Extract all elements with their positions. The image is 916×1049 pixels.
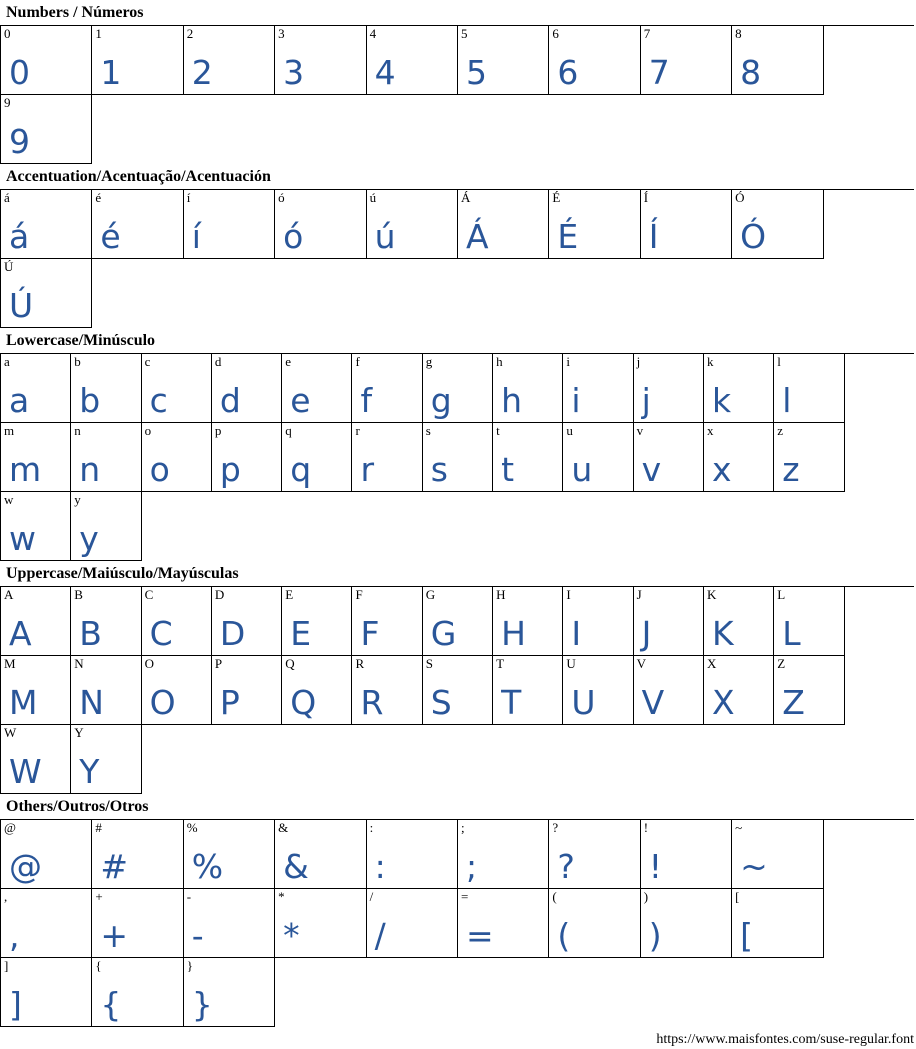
glyph-cell-label: [ [735,889,740,904]
glyph-cell-sample: / [374,916,386,955]
glyph-cell-label: á [4,190,10,205]
glyph-cell-sample: - [191,916,204,955]
glyph-cell-sample: 0 [9,53,30,92]
glyph-cell [92,26,183,95]
glyph-cell-sample: h [501,381,522,420]
glyph-cell [732,889,823,958]
glyph-cell [423,587,493,656]
glyph-cell-label: ; [460,820,465,835]
glyph-cell [1,259,92,328]
glyph-cell-sample: u [571,450,593,489]
glyph-cell-label: % [186,820,198,835]
glyph-cell-sample: z [782,450,800,489]
glyph-cell-label: ( [552,889,557,904]
glyph-cell [641,190,732,259]
glyph-cell [732,190,823,259]
glyph-cell-sample: é [100,217,121,256]
glyph-cell-label: x [706,423,714,438]
glyph-cell-sample: Y [79,752,100,791]
glyph-cell-label: # [95,820,102,835]
glyph-cell-label: 6 [552,26,559,41]
section-title-lower: Lowercase/Minúsculo [6,332,156,349]
glyph-cell-label: i [566,354,570,369]
glyph-cell [352,423,422,492]
glyph-cell-label: 3 [278,26,285,41]
glyph-cell-sample: + [100,916,129,955]
glyph-cell [71,587,141,656]
glyph-cell-label: s [425,423,431,438]
glyph-cell-sample: M [9,683,38,722]
glyph-cell-sample: r [360,450,375,489]
glyph-grid-numbers [0,25,914,164]
glyph-cell-label: c [144,354,151,369]
glyph-cell [1,95,92,164]
glyph-cell-sample: ú [374,217,396,256]
glyph-cell-label: Ó [735,190,745,205]
glyph-cell-label: / [369,889,374,904]
glyph-cell-label: U [566,656,576,671]
glyph-cell-label: Q [285,656,295,671]
glyph-cell-label: q [285,423,292,438]
glyph-cell [142,354,212,423]
glyph-cell [352,587,422,656]
glyph-cell [275,889,366,958]
glyph-cell-sample: { [100,985,122,1024]
glyph-cell-sample: 9 [9,122,30,161]
glyph-cell-sample: Z [782,683,805,722]
glyph-cell-label: p [214,423,222,438]
glyph-cell-sample: F [360,614,380,653]
glyph-cell-sample: m [9,450,42,489]
glyph-cell-label: 8 [735,26,742,41]
glyph-cell-label: J [636,587,642,602]
glyph-cell-sample: ~ [740,847,768,886]
glyph-cell-sample: g [430,381,452,420]
glyph-cell [1,26,92,95]
glyph-cell [71,423,141,492]
glyph-cell-sample: : [374,847,386,886]
glyph-cell [704,587,774,656]
glyph-cell [774,587,844,656]
glyph-cell-sample: A [9,614,32,653]
glyph-cell-label: W [4,725,17,740]
glyph-cell [212,656,282,725]
glyph-cell [184,190,275,259]
glyph-cell-sample: 4 [374,53,396,92]
glyph-cell-sample: R [360,683,384,722]
glyph-cell [282,354,352,423]
glyph-cell-sample: ) [648,916,662,955]
glyph-grid-others [0,819,914,1027]
glyph-cell [71,725,141,794]
glyph-cell-sample: i [571,381,581,420]
glyph-cell [92,190,183,259]
glyph-cell-label: f [355,354,360,369]
glyph-cell [563,656,633,725]
glyph-cell [641,889,732,958]
glyph-cell-sample: P [219,683,240,722]
glyph-cell [367,26,458,95]
glyph-cell-label: Í [643,190,649,205]
glyph-cell-sample: f [360,381,373,420]
glyph-cell-sample: í [191,217,201,256]
glyph-cell-label: ! [643,820,649,835]
glyph-cell-sample: É [557,217,579,256]
glyph-cell-sample: 2 [191,53,213,92]
glyph-cell [563,587,633,656]
glyph-cell-sample: G [430,614,457,653]
glyph-cell [1,354,71,423]
glyph-cell-label: S [425,656,434,671]
glyph-cell [275,820,366,889]
glyph-cell [282,587,352,656]
glyph-cell [367,889,458,958]
glyph-cell-sample: d [219,381,241,420]
glyph-cell-label: , [4,889,8,904]
glyph-cell [458,889,549,958]
glyph-cell [184,889,275,958]
glyph-cell-sample: E [290,614,312,653]
glyph-cell [634,587,704,656]
glyph-cell-label: K [706,587,717,602]
glyph-cell [71,492,141,561]
glyph-cell-label: N [74,656,84,671]
glyph-grid-lower [0,353,914,561]
glyph-cell [184,958,275,1027]
glyph-cell [634,354,704,423]
glyph-cell-label: E [285,587,294,602]
glyph-cell [142,587,212,656]
glyph-cell [184,26,275,95]
glyph-cell [1,820,92,889]
glyph-cell-label: y [74,492,81,507]
glyph-cell [142,656,212,725]
glyph-cell [423,423,493,492]
glyph-cell [1,889,92,958]
glyph-cell [641,820,732,889]
glyph-cell [282,656,352,725]
glyph-cell [352,354,422,423]
section-title-numbers: Numbers / Números [6,4,144,21]
glyph-cell-label: O [144,656,154,671]
glyph-cell-sample: 6 [557,53,579,92]
glyph-cell-label: B [74,587,83,602]
glyph-cell-label: A [4,587,14,602]
glyph-cell [275,26,366,95]
glyph-cell-sample: O [149,683,176,722]
glyph-cell [212,587,282,656]
glyph-cell-label: P [214,656,223,671]
glyph-cell-sample: x [711,450,732,489]
glyph-cell [282,423,352,492]
glyph-cell [774,354,844,423]
glyph-cell [352,656,422,725]
glyph-cell [1,656,71,725]
glyph-cell [92,958,183,1027]
glyph-cell [458,26,549,95]
section-title-upper: Uppercase/Maiúsculo/Mayúsculas [6,565,239,582]
glyph-cell [774,423,844,492]
glyph-cell-sample: ? [557,847,575,886]
glyph-cell [1,492,71,561]
glyph-cell-sample: * [283,916,300,955]
glyph-cell-sample: q [290,450,312,489]
glyph-cell-sample: 8 [740,53,762,92]
glyph-cell [549,26,640,95]
glyph-cell-sample: T [501,683,522,722]
glyph-cell-sample: a [9,381,30,420]
glyph-cell-label: L [777,587,786,602]
glyph-cell-label: } [186,958,194,973]
glyph-cell-sample: = [465,916,494,955]
glyph-cell-label: h [496,354,503,369]
glyph-cell-sample: p [219,450,241,489]
glyph-cell [423,656,493,725]
glyph-cell-sample: w [9,519,36,558]
glyph-cell [549,190,640,259]
glyph-cell [92,889,183,958]
glyph-cell-sample: C [149,614,173,653]
glyph-cell-label: g [425,354,433,369]
glyph-cell [493,656,563,725]
glyph-cell [1,725,71,794]
glyph-cell-sample: L [782,614,801,653]
glyph-cell [634,423,704,492]
glyph-cell-label: Ú [4,259,14,274]
glyph-cell-label: 7 [643,26,651,41]
glyph-cell-sample: U [571,683,596,722]
glyph-cell-label: * [278,889,285,904]
glyph-cell-sample: s [430,450,448,489]
glyph-cell [71,354,141,423]
glyph-cell [212,423,282,492]
glyph-cell-sample: n [79,450,101,489]
glyph-cell-label: Y [74,725,84,740]
glyph-cell-sample: D [219,614,246,653]
glyph-cell-sample: V [641,683,665,722]
glyph-cell-sample: o [149,450,170,489]
glyph-cell-label: : [369,820,374,835]
glyph-cell-sample: b [79,381,101,420]
glyph-cell-label: 2 [186,26,194,41]
glyph-cell [458,820,549,889]
glyph-cell-label: m [4,423,15,438]
glyph-cell-sample: [ [740,916,753,955]
glyph-cell-label: e [285,354,291,369]
glyph-cell-label: ú [369,190,377,205]
glyph-cell-sample: 5 [465,53,487,92]
glyph-cell-sample: ] [9,985,22,1024]
glyph-cell [212,354,282,423]
glyph-cell [367,190,458,259]
glyph-cell-label: É [552,190,561,205]
glyph-cell [774,656,844,725]
section-title-others: Others/Outros/Otros [6,798,149,815]
glyph-cell-label: d [214,354,222,369]
glyph-cell-label: D [214,587,225,602]
section-title-accent: Accentuation/Acentuação/Acentuación [6,168,271,185]
glyph-cell-label: í [186,190,191,205]
glyph-cell-label: ) [643,889,649,904]
glyph-cell [493,423,563,492]
glyph-cell-sample: ó [283,217,304,256]
glyph-cell-label: G [425,587,436,602]
glyph-cell-sample: % [191,847,224,886]
glyph-cell [704,656,774,725]
glyph-cell [732,820,823,889]
glyph-cell-sample: y [79,519,99,558]
glyph-cell-label: é [95,190,102,205]
glyph-cell-label: I [566,587,571,602]
glyph-cell-sample: k [711,381,732,420]
glyph-grid-upper [0,586,914,794]
glyph-cell-label: n [74,423,81,438]
glyph-cell-sample: # [100,847,129,886]
glyph-cell-sample: N [79,683,104,722]
glyph-cell-sample: á [9,217,30,256]
glyph-cell-label: M [4,656,16,671]
glyph-cell [732,26,823,95]
glyph-cell-label: k [706,354,714,369]
glyph-cell-label: j [636,354,641,369]
glyph-cell-label: V [636,656,647,671]
glyph-cell-sample: t [501,450,515,489]
glyph-cell [1,958,92,1027]
glyph-cell-label: l [777,354,781,369]
glyph-cell-sample: , [9,916,20,955]
glyph-cell-sample: Ú [9,286,34,325]
glyph-cell-sample: ; [465,847,478,886]
glyph-cell-label: v [636,423,644,438]
glyph-cell-sample: W [9,752,42,791]
glyph-cell [641,26,732,95]
glyph-cell-label: Á [460,190,471,205]
glyph-cell-sample: @ [9,847,42,886]
glyph-cell-label: F [355,587,363,602]
glyph-cell-label: o [144,423,152,438]
glyph-cell-sample: 7 [648,53,670,92]
glyph-cell-sample: K [711,614,734,653]
glyph-cell-label: T [496,656,505,671]
glyph-cell-label: 5 [460,26,468,41]
glyph-cell [634,656,704,725]
glyph-cell-label: r [355,423,360,438]
glyph-cell [423,354,493,423]
glyph-cell [1,423,71,492]
glyph-cell-label: t [496,423,500,438]
glyph-cell-label: H [496,587,506,602]
glyph-cell-label: 1 [95,26,102,41]
glyph-cell-sample: 1 [100,53,122,92]
glyph-cell [184,820,275,889]
glyph-cell-sample: ! [648,847,662,886]
glyph-cell-sample: l [782,381,792,420]
glyph-cell-sample: Q [290,683,317,722]
glyph-cell [704,423,774,492]
glyph-cell-label: w [4,492,14,507]
glyph-cell [563,354,633,423]
glyph-cell-label: ó [278,190,285,205]
glyph-cell-label: @ [4,820,16,835]
glyph-cell [458,190,549,259]
source-url: https://www.maisfontes.com/suse-regular.font [656,1032,914,1047]
glyph-cell-label: ] [4,958,9,973]
glyph-cell [367,820,458,889]
glyph-cell-label: 9 [4,95,11,110]
glyph-cell-sample: S [430,683,452,722]
glyph-cell [71,656,141,725]
glyph-cell-sample: } [191,985,213,1024]
glyph-cell-sample: X [711,683,735,722]
glyph-cell-label: - [186,889,192,904]
glyph-cell-label: z [777,423,784,438]
glyph-cell-label: = [460,889,469,904]
glyph-grid-accent [0,189,914,328]
glyph-cell [1,190,92,259]
glyph-cell-label: ? [552,820,559,835]
glyph-cell-label: + [95,889,103,904]
glyph-cell-sample: j [641,381,651,420]
glyph-cell [704,354,774,423]
glyph-cell [549,820,640,889]
glyph-cell-label: R [355,656,365,671]
glyph-cell-sample: Í [648,217,659,256]
glyph-cell-sample: 3 [283,53,305,92]
glyph-cell-label: 4 [369,26,377,41]
glyph-cell [493,587,563,656]
glyph-cell-sample: Á [465,217,489,256]
glyph-cell-label: Z [777,656,786,671]
glyph-cell-sample: H [501,614,526,653]
glyph-cell-sample: & [283,847,309,886]
glyph-cell-label: { [95,958,102,973]
glyph-cell-label: C [144,587,154,602]
glyph-cell-label: 0 [4,26,11,41]
glyph-cell [563,423,633,492]
glyph-cell-sample: I [571,614,582,653]
glyph-cell [92,820,183,889]
glyph-cell-sample: ( [557,916,571,955]
glyph-cell [549,889,640,958]
glyph-cell-label: b [74,354,81,369]
glyph-cell-label: ~ [735,820,743,835]
glyph-cell-sample: v [641,450,662,489]
glyph-cell [493,354,563,423]
glyph-cell-sample: J [641,614,652,653]
glyph-cell-label: & [278,820,289,835]
glyph-cell [275,190,366,259]
glyph-cell [1,587,71,656]
glyph-cell-label: u [566,423,573,438]
glyph-cell-sample: e [290,381,311,420]
glyph-cell-label: a [4,354,10,369]
glyph-cell-sample: B [79,614,102,653]
glyph-cell-label: X [706,656,717,671]
glyph-cell-sample: c [149,381,168,420]
glyph-cell-sample: Ó [740,217,767,256]
glyph-cell [142,423,212,492]
